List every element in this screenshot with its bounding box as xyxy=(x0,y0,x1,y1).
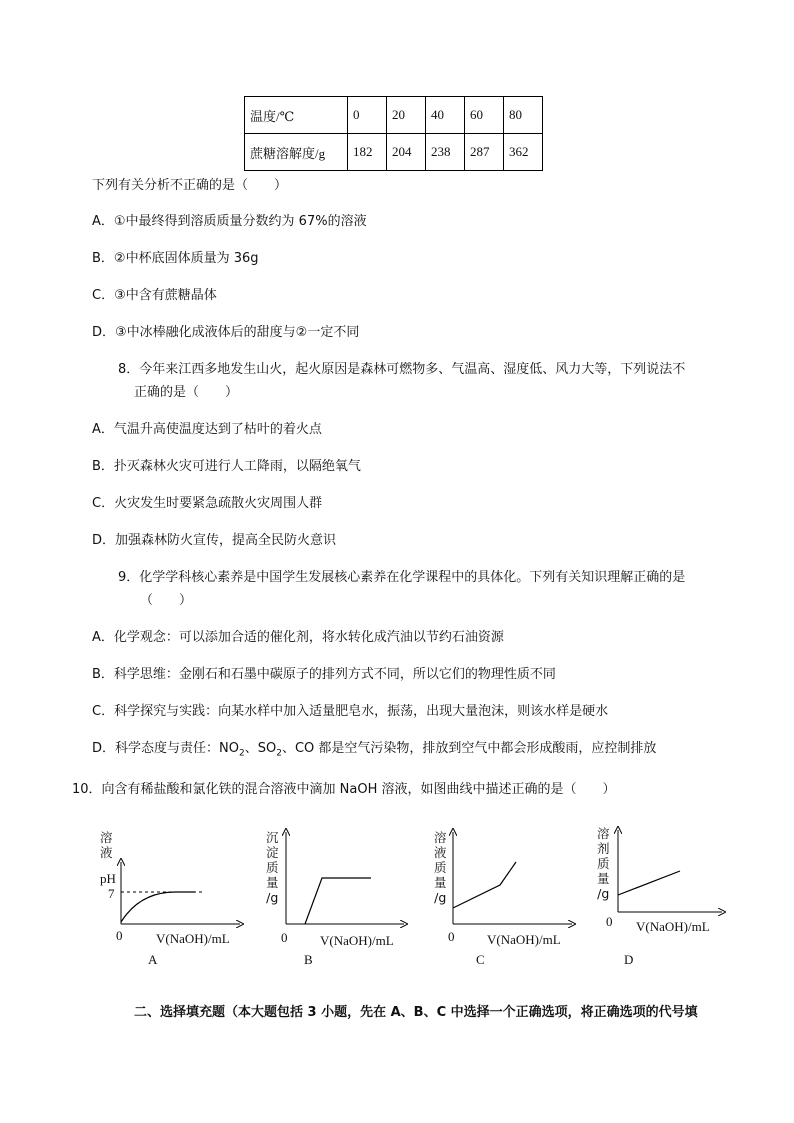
table-cell: 287 xyxy=(465,134,504,171)
graph-a-ylabel: 溶 液 xyxy=(100,830,113,860)
q9-option-c: C．科学探究与实践：向某水样中加入适量肥皂水，振荡，出现大量泡沫，则该水样是硬水 xyxy=(92,704,609,719)
q8-option-b: B．扑灭森林火灾可进行人工降雨，以隔绝氧气 xyxy=(92,459,361,474)
table-cell: 238 xyxy=(426,134,465,171)
graph-b-ylabel: 沉 淀 质 量 /g xyxy=(266,830,279,905)
graph-c-ylabel: 溶 液 质 量 /g xyxy=(434,830,447,905)
q8-stem-line2: 正确的是（ ） xyxy=(134,385,239,400)
graph-b-xlabel: V(NaOH)/mL xyxy=(320,933,394,948)
table-cell: 0 xyxy=(348,97,387,134)
q9-option-b: B．科学思维：金刚石和石墨中碳原子的排列方式不同，所以它们的物理性质不同 xyxy=(92,667,556,682)
graph-c-letter: C xyxy=(476,952,485,967)
q7-option-d: D．③中冰棒融化成液体后的甜度与②一定不同 xyxy=(92,325,360,340)
q9-stem-line1: 9．化学学科核心素养是中国学生发展核心素养在化学课程中的具体化。下列有关知识理解正确的是 xyxy=(118,570,686,585)
table-cell: 80 xyxy=(504,97,543,134)
q7-stem: 下列有关分析不正确的是（ ） xyxy=(92,178,288,193)
graph-a-ph-label: pH xyxy=(100,871,116,886)
q8-stem-line1: 8．今年来江西多地发生山火，起火原因是森林可燃物多、气温高、湿度低、风力大等，下列说法不 xyxy=(118,362,686,377)
graph-d-ylabel: 溶 剂 质 量 /g xyxy=(597,826,610,901)
graph-a-seven-label: 7 xyxy=(108,886,115,901)
table-header-temperature: 温度/℃ xyxy=(245,97,348,134)
q9-option-d: D．科学态度与责任：$NO_2$、$SO_2$、CO 都是空气污染物，排放到空气中都会形成酸雨，应控制排放 xyxy=(92,741,657,759)
graph-d-xlabel: V(NaOH)/mL xyxy=(636,919,710,934)
graph-a-letter: A xyxy=(148,952,158,967)
graph-c-origin: 0 xyxy=(448,929,455,944)
graph-c-xlabel: V(NaOH)/mL xyxy=(487,932,561,947)
q8-option-c: C．火灾发生时要紧急疏散火灾周围人群 xyxy=(92,496,323,511)
q7-option-a: A．①中最终得到溶质质量分数约为 67%的溶液 xyxy=(92,214,367,229)
graph-a-origin: 0 xyxy=(116,928,123,943)
q7-option-b: B．②中杯底固体质量为 36g xyxy=(92,251,259,266)
q9-option-a: A．化学观念：可以添加合适的催化剂，将水转化成汽油以节约石油资源 xyxy=(92,630,504,645)
table-cell: 362 xyxy=(504,134,543,171)
graph-a-xlabel: V(NaOH)/mL xyxy=(156,931,230,946)
q8-option-d: D．加强森林防火宣传，提高全民防火意识 xyxy=(92,533,337,548)
q10-stem: 10．向含有稀盐酸和氯化铁的混合溶液中滴加 NaOH 溶液，如图曲线中描述正确的是（ ） xyxy=(72,782,616,797)
q9-stem-line2: （ ） xyxy=(140,593,193,608)
graph-b-origin: 0 xyxy=(281,930,288,945)
section-2-heading: 二、选择填充题（本大题包括 3 小题，先在 A、B、C 中选择一个正确选项，将正确选项的代号填 xyxy=(134,1005,698,1020)
table-header-solubility: 蔗糖溶解度/g xyxy=(245,134,348,171)
graph-d-origin: 0 xyxy=(606,914,613,929)
table-cell: 40 xyxy=(426,97,465,134)
q8-option-a: A．气温升高使温度达到了枯叶的着火点 xyxy=(92,422,322,437)
graph-d-letter: D xyxy=(624,952,634,967)
table-cell: 20 xyxy=(387,97,426,134)
graph-b-letter: B xyxy=(304,952,313,967)
q7-option-c: C．③中含有蔗糖晶体 xyxy=(92,288,217,303)
table-cell: 204 xyxy=(387,134,426,171)
table-cell: 182 xyxy=(348,134,387,171)
table-cell: 60 xyxy=(465,97,504,134)
graph-d-curve xyxy=(618,871,680,895)
